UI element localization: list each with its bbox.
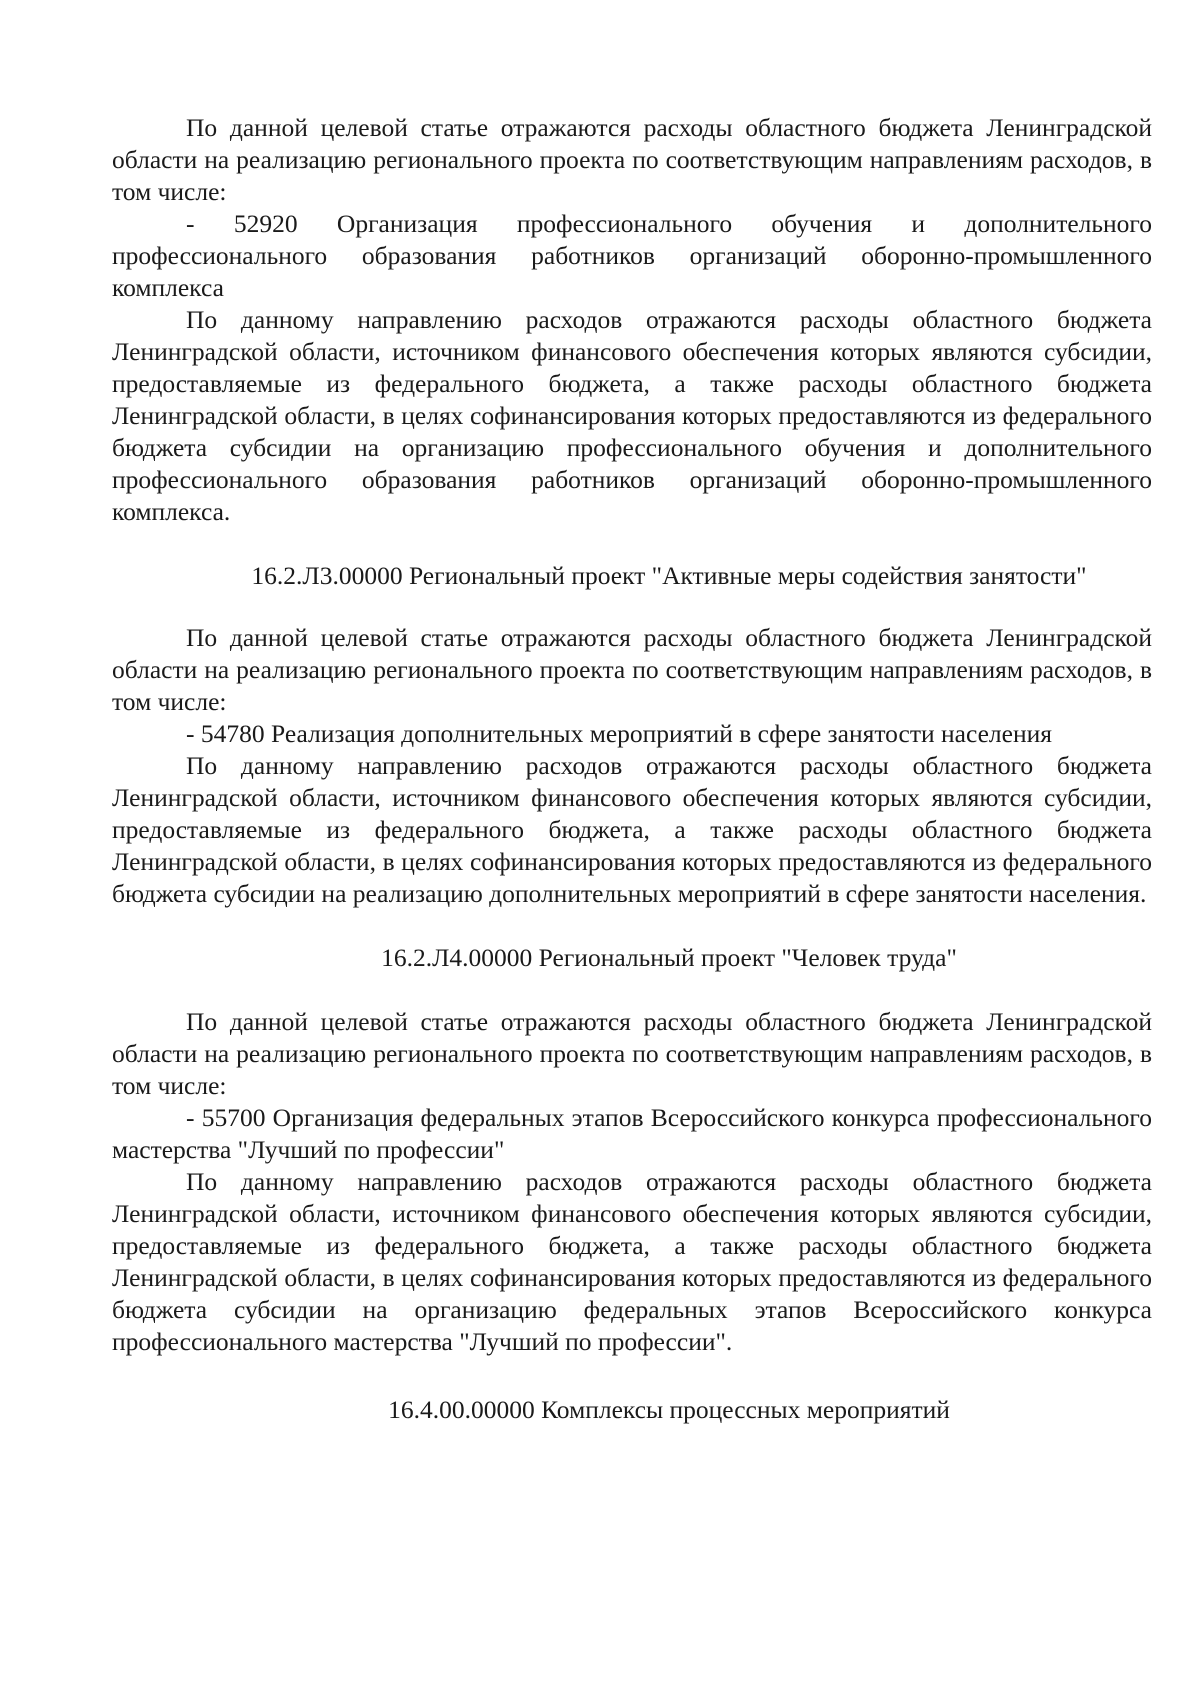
section-1-intro: По данной целевой статье отражаются расходы областного бюджета Ленинградской области на реализацию регионального проекта по соответствующим направлениям расходов, в том числе: xyxy=(112,113,1152,206)
section-3-detail: По данному направлению расходов отражаются расходы областного бюджета Ленинградской области, источником финансового обеспечения которых являются субсидии, предоставляемые из федерального бюджета, а также расходы областного бюджета Ленинградской области, в целях софинансирования которых предоставляются из федерального бюджета субсидии на организацию федеральных этапов Всероссийского конкурса профессионального мастерства "Лучший по профессии". xyxy=(112,1167,1152,1356)
section-2-intro: По данной целевой статье отражаются расходы областного бюджета Ленинградской области на реализацию регионального проекта по соответствующим направлениям расходов, в том числе: xyxy=(112,623,1152,716)
section-3-heading: 16.2.Л4.00000 Региональный проект "Человек труда" xyxy=(381,943,957,972)
section-3-intro: По данной целевой статье отражаются расходы областного бюджета Ленинградской области на реализацию регионального проекта по соответствующим направлениям расходов, в том числе: xyxy=(112,1007,1152,1100)
section-2-expense-item: - 54780 Реализация дополнительных мероприятий в сфере занятости населения xyxy=(186,719,1052,748)
section-2-heading: 16.2.Л3.00000 Региональный проект "Активные меры содействия занятости" xyxy=(251,561,1087,590)
document-body xyxy=(112,112,1152,1426)
section-1-detail: По данному направлению расходов отражаются расходы областного бюджета Ленинградской области, источником финансового обеспечения которых являются субсидии, предоставляемые из федерального бюджета, а также расходы областного бюджета Ленинградской области, в целях софинансирования которых предоставляются из федерального бюджета субсидии на организацию профессионального обучения и дополнительного профессионального образования работников организаций оборонно-промышленного комплекса. xyxy=(112,305,1152,526)
section-2-detail: По данному направлению расходов отражаются расходы областного бюджета Ленинградской области, источником финансового обеспечения которых являются субсидии, предоставляемые из федерального бюджета, а также расходы областного бюджета Ленинградской области, в целях софинансирования которых предоставляются из федерального бюджета субсидии на реализацию дополнительных мероприятий в сфере занятости населения. xyxy=(112,751,1152,908)
section-1-expense-item: - 52920 Организация профессионального обучения и дополнительного профессионального образования работников организаций оборонно-промышленного комплекса xyxy=(112,209,1152,302)
section-3-expense-item: - 55700 Организация федеральных этапов Всероссийского конкурса профессионального мастерства "Лучший по профессии" xyxy=(112,1103,1152,1164)
section-4-heading: 16.4.00.00000 Комплексы процессных мероприятий xyxy=(388,1395,950,1424)
